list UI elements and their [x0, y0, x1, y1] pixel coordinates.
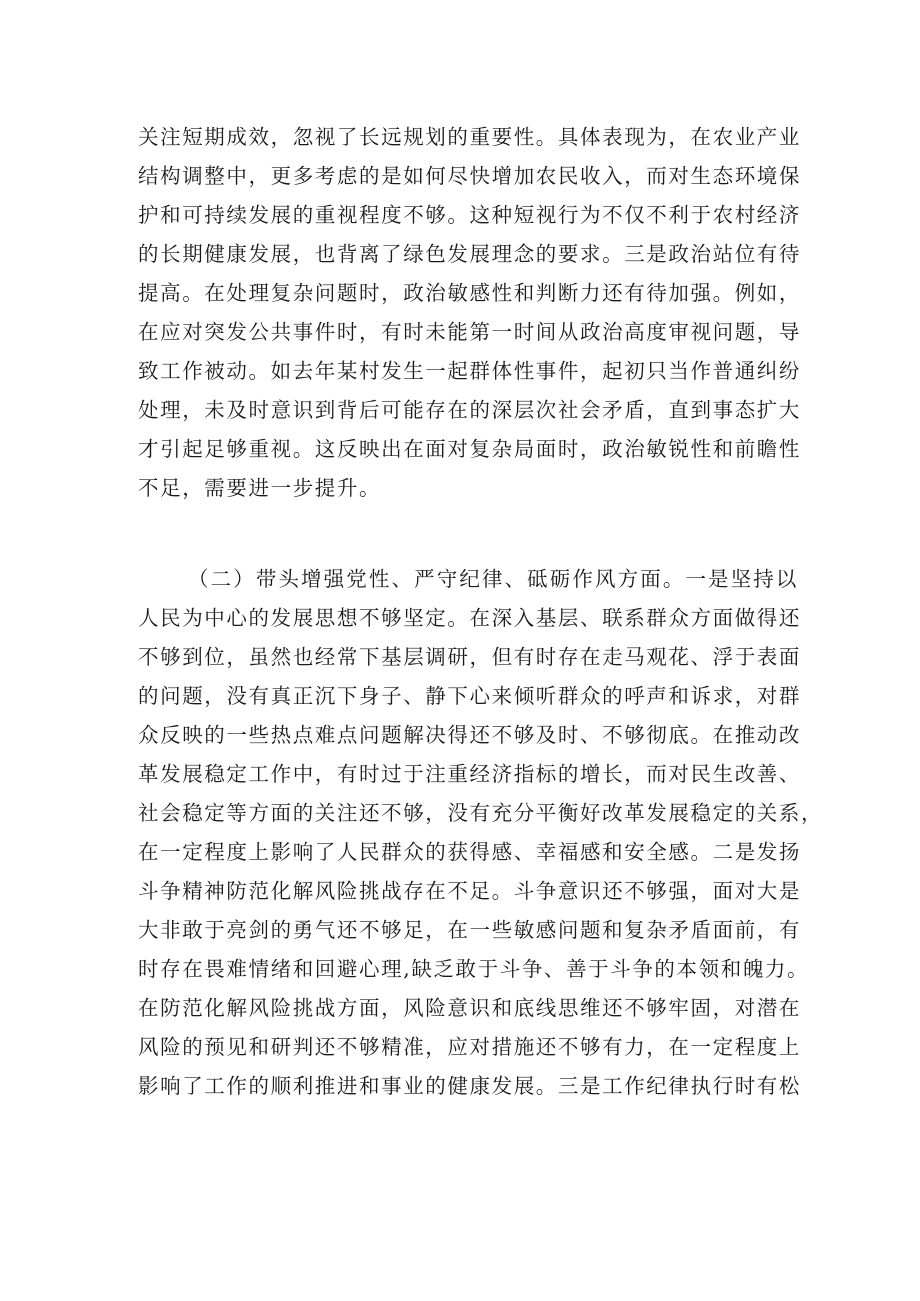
- paragraph-2-line: 人民为中心的发展思想不够坚定。在深入基层、联系群众方面做得还: [138, 606, 801, 630]
- paragraph-2-line: 的问题，没有真正沉下身子、静下心来倾听群众的呼声和诉求，对群: [138, 684, 801, 708]
- paragraph-2-line: 革发展稳定工作中，有时过于注重经济指标的增长，而对民生改善、: [138, 762, 801, 786]
- paragraph-2-line: 在防范化解风险挑战方面，风险意识和底线思维还不够牢固，对潜在: [138, 996, 801, 1020]
- paragraph-1-line: 不足，需要进一步提升。: [138, 476, 382, 500]
- paragraph-2-line: 大非敢于亮剑的勇气还不够足，在一些敏感问题和复杂矛盾面前，有: [138, 918, 801, 942]
- paragraph-1-line: 致工作被动。如去年某村发生一起群体性事件，起初只当作普通纠纷: [138, 359, 801, 383]
- paragraph-2-line: 不够到位，虽然也经常下基层调研，但有时存在走马观花、浮于表面: [138, 645, 801, 669]
- paragraph-2: [138, 560, 824, 1106]
- paragraph-1-line: 的长期健康发展，也背离了绿色发展理念的要求。三是政治站位有待: [138, 242, 801, 266]
- paragraph-2-line: 时存在畏难情绪和回避心理,缺乏敢于斗争、善于斗争的本领和魄力。: [138, 957, 810, 981]
- paragraph-1-line: 关注短期成效，忽视了长远规划的重要性。具体表现为，在农业产业: [138, 125, 801, 149]
- paragraph-1-line: 在应对突发公共事件时，有时未能第一时间从政治高度审视问题，导: [138, 320, 801, 344]
- paragraph-2-line: 风险的预见和研判还不够精准，应对措施还不够有力，在一定程度上: [138, 1035, 801, 1059]
- paragraph-2-line: 社会稳定等方面的关注还不够，没有充分平衡好改革发展稳定的关系，: [138, 801, 824, 825]
- paragraph-2-heading-line: （二）带头增强党性、严守纪律、砥砺作风方面。一是坚持以: [188, 567, 798, 591]
- paragraph-2-line: 在一定程度上影响了人民群众的获得感、幸福感和安全感。二是发扬: [138, 840, 801, 864]
- paragraph-1-line: 提高。在处理复杂问题时，政治敏感性和判断力还有待加强。例如，: [138, 281, 801, 305]
- paragraph-1-line: 结构调整中，更多考虑的是如何尽快增加农民收入，而对生态环境保: [138, 164, 801, 188]
- paragraph-2-line: 影响了工作的顺利推进和事业的健康发展。三是工作纪律执行时有松: [138, 1074, 801, 1098]
- paragraph-1-line: 才引起足够重视。这反映出在面对复杂局面时，政治敏锐性和前瞻性: [138, 437, 801, 461]
- paragraph-1-line: 护和可持续发展的重视程度不够。这种短视行为不仅不利于农村经济: [138, 203, 801, 227]
- paragraph-1: [138, 118, 801, 508]
- paragraph-2-line: 斗争精神防范化解风险挑战存在不足。斗争意识还不够强，面对大是: [138, 879, 801, 903]
- paragraph-1-line: 处理，未及时意识到背后可能存在的深层次社会矛盾，直到事态扩大: [138, 398, 801, 422]
- paragraph-2-line: 众反映的一些热点难点问题解决得还不够及时、不够彻底。在推动改: [138, 723, 801, 747]
